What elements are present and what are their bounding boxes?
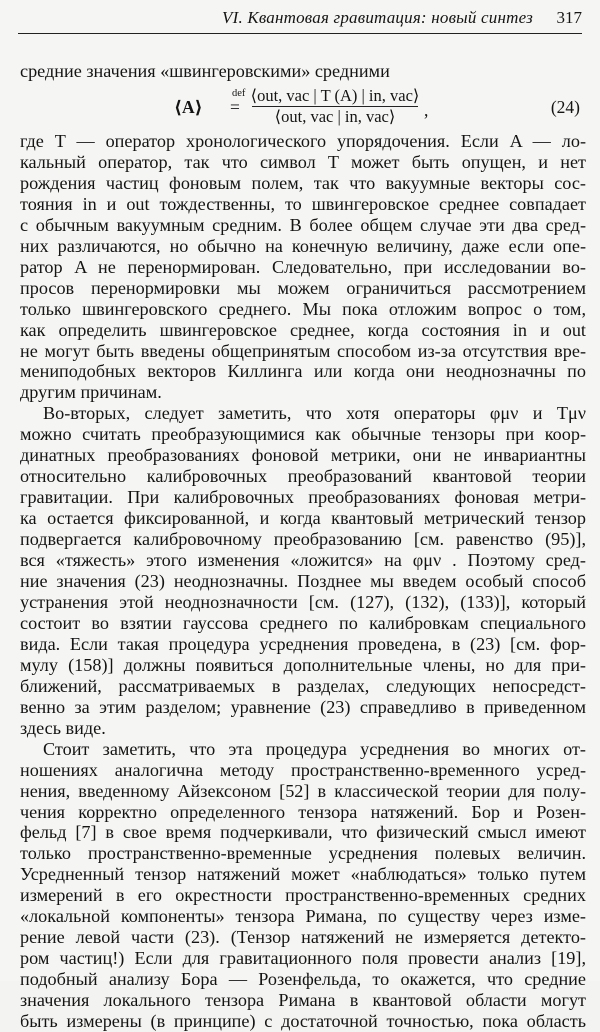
paragraph-3 (20, 739, 586, 1032)
page-header (0, 0, 600, 34)
text-line: можно считать преобразующимися как обычные тензоры при коор- (20, 424, 586, 445)
text-line: другим причинам. (20, 382, 162, 403)
text-line: быть измерены (в принципе) с достаточной точностью, пока область (20, 1011, 586, 1032)
text-line: мулу (158)] должны появиться дополнительные члены, но для при- (20, 654, 586, 675)
text-line: рение левой части (23). (Тензор натяжений не измеряется детекто- (20, 927, 586, 948)
body-text (20, 131, 586, 1032)
text-line: ка остается фиксированной, и когда квантовый метрический тензор (20, 508, 586, 529)
text-line: состоит во взятии гауссова среднего по калибровкам специального (20, 612, 586, 633)
paragraph-2 (20, 403, 586, 738)
equation-number: (24) (550, 97, 580, 117)
text-line: тояния in и out тождественны, то швингеровское среднее совпадает (20, 193, 586, 214)
text-line: мениподобных векторов Киллинга или когда они неоднозначны по (20, 361, 586, 382)
text-line: как определить швингеровское среднее, когда состояния in и out (20, 319, 586, 340)
text-line: относительно калибровочных преобразований квантовой теории (20, 466, 586, 487)
equation-numerator: ⟨out, vac | T (A) | in, vac⟩ (250, 86, 420, 105)
text-line: ношениях аналогична методу пространственно-временного усред- (20, 759, 586, 780)
text-line: где T — оператор хронологического упорядочения. Если A — ло- (20, 131, 586, 151)
text-line: чения корректно определенного тензора натяжений. Бор и Розен- (20, 801, 586, 822)
text-line: просов перенормировки мы можем ограничиться рассмотрением (20, 277, 586, 298)
text-line: динатных преобразованиях фоновой метрики, они не инвариантны (20, 445, 586, 466)
text-line: измерений в его окрестности пространственно-временных средних (20, 885, 586, 906)
text-line: «локальной компоненты» тензора Римана, по существу через изме- (20, 906, 586, 927)
equation-fraction (250, 86, 420, 127)
text-line: Стоит заметить, что эта процедура усреднения во многих от- (43, 738, 586, 759)
text-line: вся «тяжесть» этого изменения «ложится» на φμν . Поэтому сред- (20, 550, 586, 571)
text-line: Усредненный тензор натяжений может «наблюдаться» только путем (20, 864, 586, 885)
text-line: с обычным вакуумным средним. В более общем случае эти два сред- (20, 214, 586, 235)
text-line: ближений, рассматриваемых в разделах, следующих непосредст- (20, 675, 586, 696)
text-line: фельд [7] в свое время подчеркивали, что физический смысл имеют (20, 822, 586, 843)
equation-equals: = (230, 97, 240, 117)
text-line: венно за этим разделом; уравнение (23) справедливо в приведенном (20, 696, 586, 717)
equation-denominator: ⟨out, vac | in, vac⟩ (274, 107, 396, 126)
text-line: только швингеровского среднего. Мы пока отложим вопрос о том, (20, 298, 586, 319)
text-line: здесь виде. (20, 717, 106, 738)
text-line: только пространственно-временные усреднения полевых величин. (20, 843, 586, 864)
paragraph-1 (20, 131, 586, 403)
page-number: 317 (556, 8, 582, 27)
text-line: ние значения (23) неоднозначны. Позднее мы введем особый способ (20, 571, 586, 592)
text-line: подобный анализу Бора — Розенфельда, то окажется, что средние (20, 969, 586, 990)
text-line: них различаются, но обычно на конечную величину, даже если опе- (20, 235, 586, 256)
running-head: VI. Квантовая гравитация: новый синтез (222, 8, 533, 27)
text-line: ром частиц!) Если для гравитационного поля провести анализ [19], (20, 948, 586, 969)
equation-def-mark: def (232, 88, 246, 99)
text-line: гравитации. При калибровочных преобразованиях фоновая метри- (20, 487, 586, 508)
intro-line: средние значения «швингеровскими» средними (20, 61, 390, 81)
text-line: нения, введенному Айзексоном [52] в классической теории для полу- (20, 780, 586, 801)
text-line: ратор A не перенормирован. Следовательно, при исследовании во- (20, 256, 586, 277)
text-line: рождения частиц фоновым полем, так что вакуумные векторы сос- (20, 172, 586, 193)
text-line: не могут быть введены общепринятым способом из-за отсутствия вре- (20, 340, 586, 361)
text-line: подвергается калибровочному преобразованию [см. равенство (95)], (20, 529, 586, 550)
text-line: вида. Если такая процедура усреднения проведена, в (23) [см. фор- (20, 633, 586, 654)
text-line: устранения этой неоднозначности [см. (127), (132), (133)], который (20, 591, 586, 612)
equation-24 (0, 86, 600, 130)
text-line: кальный оператор, так что символ T может быть опущен, и нет (20, 151, 586, 172)
equation-lhs: ⟨A⟩ (174, 97, 203, 117)
header-rule (18, 33, 582, 34)
text-line: Во-вторых, следует заметить, что хотя операторы φμν и Tμν (43, 403, 586, 424)
text-line: значения локального тензора Римана в квантовой области могут (20, 990, 586, 1011)
equation-comma: , (424, 100, 429, 120)
